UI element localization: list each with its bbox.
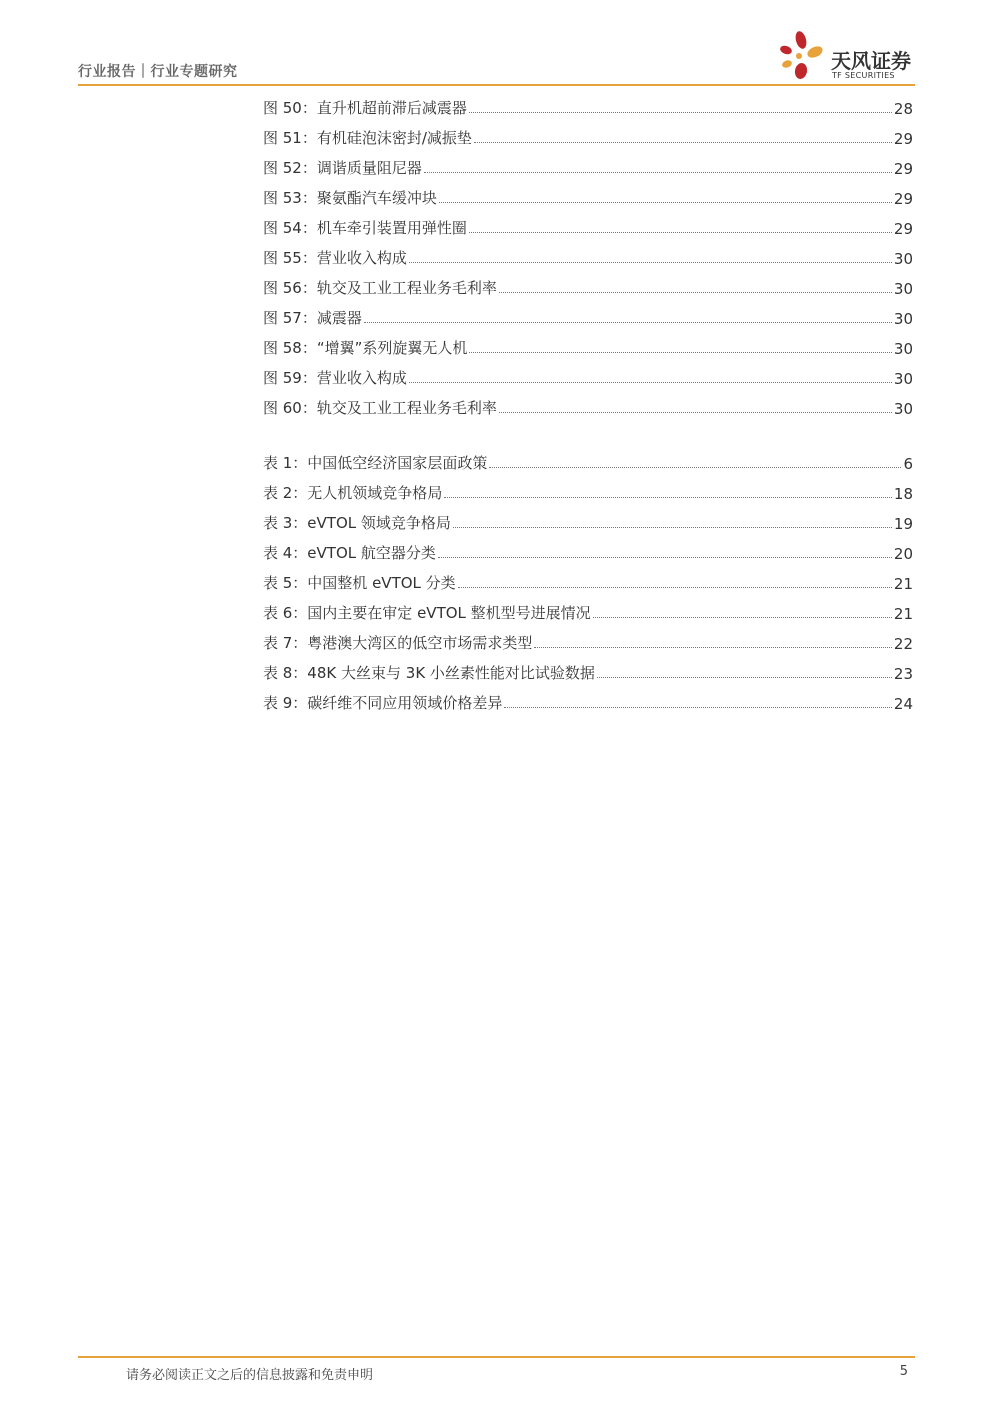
toc-entry-table-8[interactable] [263, 661, 913, 683]
toc-entry-page: 28 [893, 100, 913, 118]
toc-entry-table-3[interactable] [263, 511, 913, 533]
toc-entry-figure-51[interactable] [263, 126, 913, 148]
toc-entry-label: 表 8：48K 大丝束与 3K 小丝素性能对比试验数据 [263, 664, 595, 682]
toc-leader-dots [444, 496, 892, 498]
toc-entry-label: 图 51：有机硅泡沫密封/减振垫 [263, 129, 472, 147]
toc-leader-dots [424, 171, 892, 173]
toc-leader-dots [409, 261, 892, 263]
toc-entry-label: 图 54：机车牵引装置用弹性圈 [263, 219, 467, 237]
toc-entry-page: 29 [893, 220, 913, 238]
toc-entry-page: 21 [893, 605, 913, 623]
toc-entry-page: 29 [893, 130, 913, 148]
toc-entry-figure-58[interactable] [263, 336, 913, 358]
toc-leader-dots [409, 381, 892, 383]
toc-entry-page: 6 [903, 455, 913, 473]
toc-entry-page: 29 [893, 190, 913, 208]
toc-entry-figure-52[interactable] [263, 156, 913, 178]
toc-entry-table-4[interactable] [263, 541, 913, 563]
toc-leader-dots [499, 411, 892, 413]
toc-entry-label: 表 4：eVTOL 航空器分类 [263, 544, 436, 562]
toc-leader-dots [458, 586, 892, 588]
toc-entry-table-1[interactable] [263, 451, 913, 473]
toc-leader-dots [597, 676, 892, 678]
toc-leader-dots [364, 321, 892, 323]
toc-leader-dots [534, 646, 892, 648]
toc-entry-table-6[interactable] [263, 601, 913, 623]
toc-leader-dots [439, 201, 892, 203]
footer-disclaimer: 请务必阅读正文之后的信息披露和免责申明 [126, 1368, 374, 1383]
toc-entry-label: 图 52：调谐质量阻尼器 [263, 159, 422, 177]
toc-entry-label: 表 2：无人机领域竞争格局 [263, 484, 443, 502]
toc-entry-figure-55[interactable] [263, 246, 913, 268]
toc-entry-page: 30 [893, 400, 913, 418]
header-divider [78, 84, 915, 86]
footer-divider [78, 1356, 915, 1358]
toc-entry-page: 20 [893, 545, 913, 563]
toc-leader-dots [489, 466, 901, 468]
toc-entry-page: 19 [893, 515, 913, 533]
toc-leader-dots [469, 231, 892, 233]
toc-entry-figure-56[interactable] [263, 276, 913, 298]
toc-entry-label: 图 60：轨交及工业工程业务毛利率 [263, 399, 497, 417]
toc-entry-page: 29 [893, 160, 913, 178]
toc-entry-figure-50[interactable] [263, 96, 913, 118]
toc-entry-label: 表 7：粤港澳大湾区的低空市场需求类型 [263, 634, 533, 652]
toc-entry-label: 图 55：营业收入构成 [263, 249, 407, 267]
toc-leader-dots [504, 706, 892, 708]
toc-entry-table-9[interactable] [263, 691, 913, 713]
toc-leader-dots [593, 616, 892, 618]
toc-entry-label: 图 50：直升机超前滞后减震器 [263, 99, 467, 117]
toc-entry-page: 23 [893, 665, 913, 683]
toc-entry-page: 21 [893, 575, 913, 593]
toc-entry-label: 表 9：碳纤维不同应用领域价格差异 [263, 694, 503, 712]
toc-entry-figure-59[interactable] [263, 366, 913, 388]
toc-leader-dots [499, 291, 892, 293]
report-category: 行业报告｜行业专题研究 [78, 64, 238, 80]
toc-leader-dots [474, 141, 892, 143]
toc-entry-label: 图 58：“增翼”系列旋翼无人机 [263, 339, 468, 357]
page-number: 5 [899, 1364, 908, 1379]
toc-entry-label: 表 6：国内主要在审定 eVTOL 整机型号进展情况 [263, 604, 591, 622]
toc-leader-dots [438, 556, 892, 558]
toc-entry-label: 图 56：轨交及工业工程业务毛利率 [263, 279, 497, 297]
toc-entry-page: 30 [893, 280, 913, 298]
toc-entry-figure-60[interactable] [263, 396, 913, 418]
toc-entry-label: 图 59：营业收入构成 [263, 369, 407, 387]
toc-entry-table-5[interactable] [263, 571, 913, 593]
logo-english-name: TF SECURITIES [832, 71, 895, 80]
toc-entry-label: 表 3：eVTOL 领域竞争格局 [263, 514, 451, 532]
flower-logo-icon [775, 28, 831, 84]
toc-entry-label: 图 57：减震器 [263, 309, 362, 327]
toc-entry-page: 30 [893, 310, 913, 328]
toc-entry-label: 图 53：聚氨酯汽车缓冲块 [263, 189, 437, 207]
toc-entry-table-2[interactable] [263, 481, 913, 503]
toc-entry-page: 18 [893, 485, 913, 503]
toc-leader-dots [469, 111, 892, 113]
page-header [78, 0, 915, 88]
toc-entry-page: 30 [893, 250, 913, 268]
toc-entry-figure-57[interactable] [263, 306, 913, 328]
toc-entry-page: 30 [893, 340, 913, 358]
toc-entry-page: 24 [893, 695, 913, 713]
toc-entry-label: 表 5：中国整机 eVTOL 分类 [263, 574, 456, 592]
tf-securities-logo [775, 28, 915, 84]
toc-leader-dots [469, 351, 892, 353]
toc-entry-page: 30 [893, 370, 913, 388]
toc-entry-figure-54[interactable] [263, 216, 913, 238]
toc-entry-label: 表 1：中国低空经济国家层面政策 [263, 454, 488, 472]
logo-chinese-name: 天风证券 [831, 49, 911, 73]
toc-entry-table-7[interactable] [263, 631, 913, 653]
toc-leader-dots [453, 526, 892, 528]
toc-entry-page: 22 [893, 635, 913, 653]
toc-entry-figure-53[interactable] [263, 186, 913, 208]
